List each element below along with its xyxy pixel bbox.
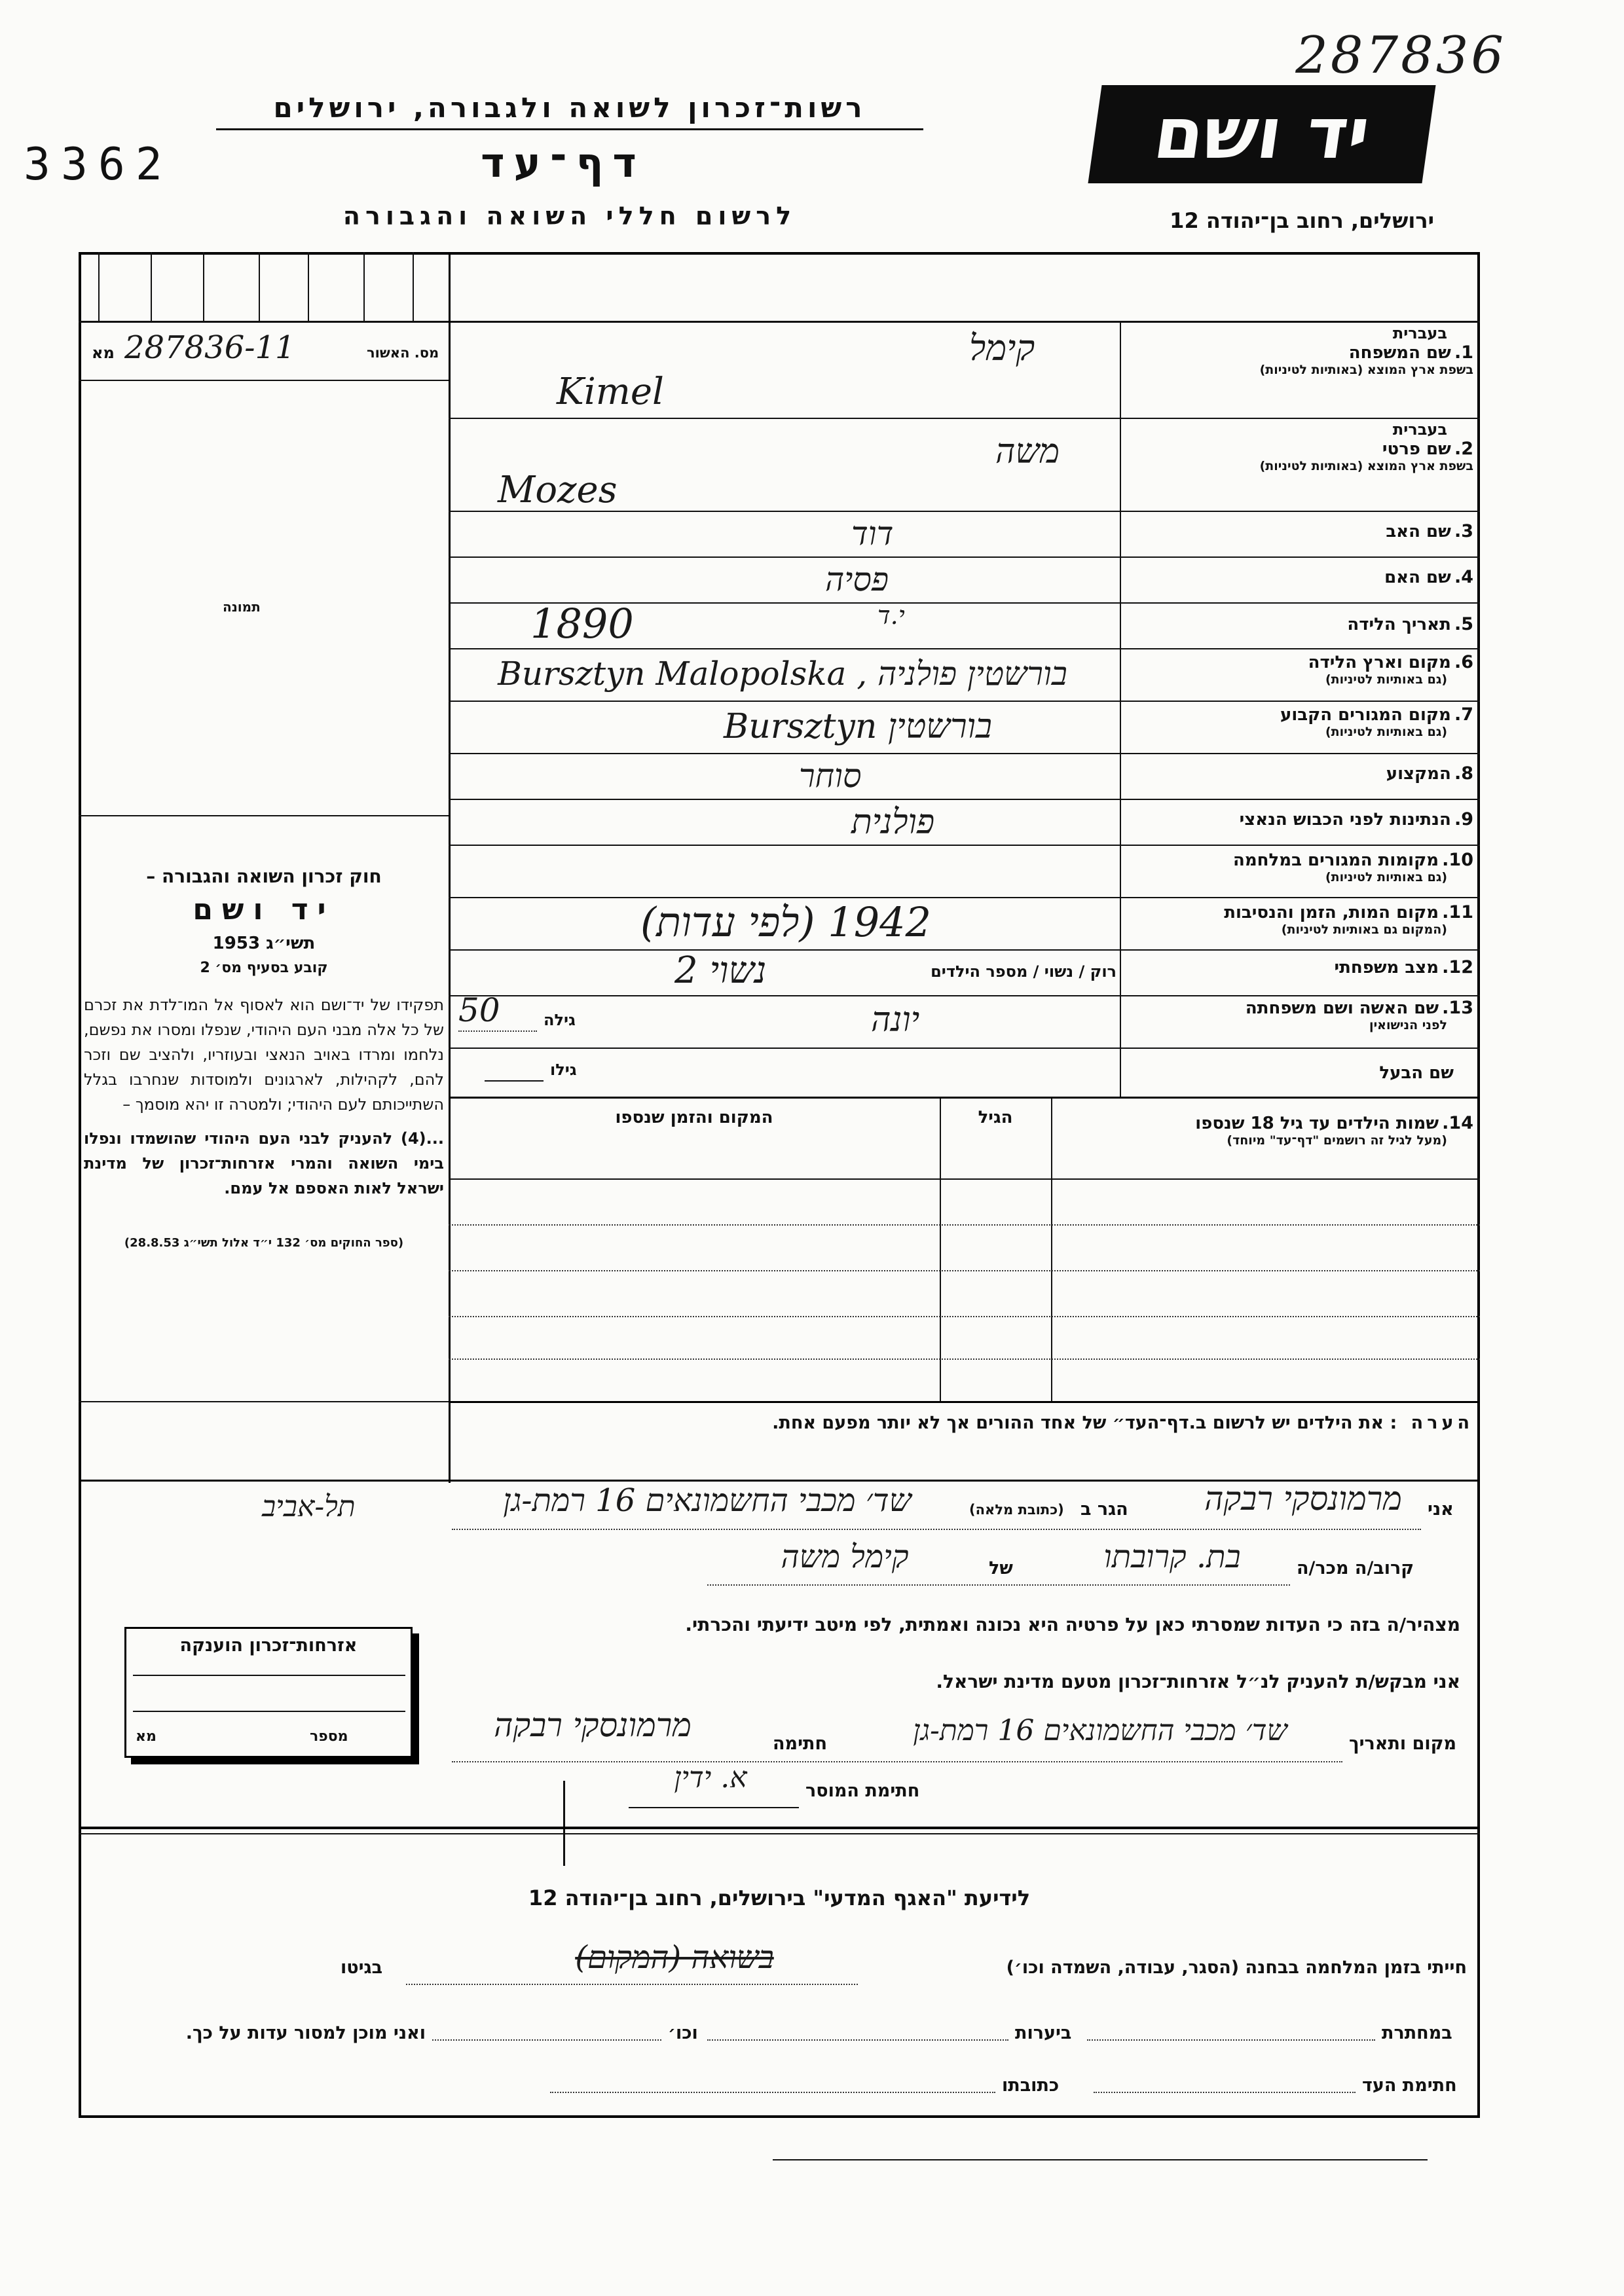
top-strip-line [79,321,1480,323]
field-9-label [1126,809,1473,829]
wife-age-label: גילה [544,1011,576,1029]
decl-line-2: אני מבקש/ת להעניק לנ״ל אזרחות־זכרון מטעם מדינת ישראל. [936,1671,1460,1692]
field-label: שמות הילדים עד גיל 18 שנספו [1195,1114,1439,1133]
authority-underline [216,128,923,130]
victim-name-ref[interactable]: קימל משה [781,1539,909,1575]
occupation[interactable]: סוחר [799,757,862,795]
surname-hebrew[interactable]: קימל [969,327,1035,369]
age-line [485,1080,544,1082]
section-separator [79,1827,1480,1829]
decl-line-1: מצהיר/ה בזה כי העדות שמסרתי כאן על פרטיה היא נכונה ואמתית, לפי מיטב ידיעתי והכרתי. [685,1614,1460,1635]
law-box [84,864,444,1256]
field-label: שם האם [1384,568,1451,587]
wife-name[interactable]: יונה [871,1000,920,1040]
bottom-address-label: כתובתו [1002,2075,1060,2096]
relation[interactable]: בת. קרובתו [1103,1539,1241,1575]
field-label: שם המשפחה [1348,343,1451,363]
death-info[interactable]: 1942 (לפי עדות) [640,898,932,946]
bottom-line1-end: בגיטו [341,1958,383,1978]
field-number: 4. [1454,567,1473,587]
children-col-divider [940,1099,941,1401]
mother-name[interactable]: פסיה [825,560,889,598]
field-label: המקצוע [1386,764,1451,784]
approval-label: מס. האשור [367,345,439,361]
address: ירושלים, רחוב בן־יהודה 12 [1170,208,1434,233]
row-line [449,556,1480,558]
children-row [449,1358,1480,1360]
row-line [449,845,1480,846]
field-number: 5. [1454,614,1473,634]
residence[interactable]: בורשטין Bursztyn [724,707,992,746]
field-number: 12. [1442,957,1473,977]
children-row [449,1224,1480,1226]
decl-of-label: של [989,1558,1013,1578]
field-5-label [1126,614,1473,634]
age-dotline [458,1030,537,1032]
form-title: דף־עד [481,139,646,187]
field-number: 6. [1454,652,1473,672]
decl-address-label: (כתובת מלאה) [969,1502,1064,1518]
remark-label: הערה : [1390,1413,1473,1433]
birth-place[interactable]: בורשטין פולניה , Bursztyn Malopolska [498,655,1067,693]
citizenship-abbr: מא [136,1728,157,1745]
row-line [449,701,1480,702]
wife-age[interactable]: 50 [458,991,500,1029]
label-column-divider [1120,321,1121,1097]
approval-underline [79,380,449,381]
field-1-label [1126,324,1473,377]
decl-resident-label: הגר ב [1080,1499,1128,1520]
bottom-dotline [406,1984,858,1985]
field-label: מקום המות, הזמן והנסיבות [1224,903,1439,922]
field-number: 2. [1454,439,1473,459]
field-sub: (המקום גם באותיות לטיניות) [1281,922,1447,937]
field-sub: (גם באותיות לטיניות) [1325,870,1447,884]
birth-date-note[interactable]: י.ד [877,601,905,630]
wartime-location[interactable]: בשואה (המקום) [575,1939,774,1976]
remark-text: את הילדים יש לרשום ב.דף־העד״ של אחד ההורים אך לא יותר מפעם אחת. [772,1413,1384,1433]
field-number: 9. [1454,809,1473,829]
citizenship-box [124,1627,413,1758]
decl-dotline [452,1761,1342,1762]
field-husband-label [1126,1063,1473,1083]
authority-name: רשות־זכרון לשואה ולגבורה, ירושלים [273,92,866,124]
strip-divider [413,252,414,321]
surname-latin[interactable]: Kimel [557,371,664,413]
bottom-dotline [1094,2092,1356,2093]
field-number: 13. [1442,998,1473,1018]
approval-abbr: מא [92,344,115,362]
hebrew-tag: בעברית [1392,420,1447,439]
row-line [449,1048,1480,1049]
field-label: מקום המגורים הקבוע [1280,705,1451,725]
field-label: שם האב [1386,522,1451,541]
strip-divider [98,252,100,321]
form-subtitle: לרשום חללי השואה והגבורה [342,202,797,230]
yad-vashem-logo: יד ושם [1088,85,1435,183]
field-sub: בשפת ארץ המוצא (באותיות לטיניות) [1259,459,1473,473]
field-number: 7. [1454,704,1473,725]
field-number: 8. [1454,763,1473,784]
strip-divider [259,252,260,321]
children-row [449,1178,1480,1180]
clerk-signature[interactable]: א. ידין [674,1761,747,1795]
reference-number: 287836 [1295,26,1506,85]
strip-divider [203,252,204,321]
field-sub: (גם באותיות לטיניות) [1325,725,1447,739]
row-line [449,648,1480,649]
children-row [449,1270,1480,1271]
bottom-dotline [432,2039,661,2041]
husband-age-label: גילו [550,1061,577,1079]
place-date[interactable]: שד׳ מכבי החשמונאים 16 רמת-גן [913,1714,1287,1747]
field-3-label [1126,521,1473,541]
row-line [449,995,1480,996]
box-line [133,1711,405,1712]
law-title: חוק זכרון השואה והגבורה – [146,866,382,887]
witness-name[interactable]: מרמונסקי רבקה [1204,1480,1402,1518]
field-label: מקום וארץ הלידה [1308,653,1451,672]
file-number: 3362 [24,139,173,191]
field-number: 3. [1454,521,1473,541]
field-2-label [1126,420,1473,473]
left-column-divider [449,252,451,1483]
law-box-bottom [79,1401,449,1402]
bottom-forests: ביערות [1015,2023,1072,2043]
bottom-underground: במחתרת [1382,2023,1452,2043]
clerk-line [629,1807,799,1808]
row-line [449,753,1480,754]
field-10-label [1126,850,1473,884]
bottom-dotline [1087,2039,1375,2041]
law-name: יד ושם [193,893,335,926]
children-col-divider [1051,1099,1052,1401]
field-13-label [1126,998,1473,1032]
field-label: שם הבעל [1379,1063,1454,1083]
field-number: 10. [1442,850,1473,870]
signature-stroke [563,1781,565,1866]
law-section: קובע בסעיף מס׳ 2 [200,960,328,976]
decl-signature-label: חתימה [773,1734,828,1754]
hebrew-tag: בעברית [1392,324,1447,342]
field-number: 1. [1454,342,1473,363]
citizenship-title: אזרחות־זכרון הוענקה [179,1635,358,1656]
field-label: תאריך הלידה [1347,615,1451,634]
field-label: מצב משפחתי [1334,958,1439,977]
field-label: מקומות המגורים במלחמה [1233,850,1439,870]
row-line [449,1097,1480,1099]
marital-inline-label: רוק / נשוי / מספר הילדים [931,962,1116,981]
first-name-hebrew[interactable]: משה [995,432,1060,471]
nationality[interactable]: פולנית [851,803,935,842]
strip-divider [363,252,365,321]
field-8-label [1126,763,1473,784]
marital-status[interactable]: נשוי 2 [674,949,767,992]
decl-relative-label: קרוב/ה מכר/ה [1297,1558,1414,1578]
witness-city[interactable]: תל-אביב [262,1490,356,1523]
row-line [449,949,1480,951]
field-sub: (גם באותיות לטיניות) [1325,672,1447,687]
bottom-line2-end: ואני מוכן למסור עדות על כך. [185,2023,426,2043]
remark [452,1413,1473,1433]
field-7-label [1126,704,1473,739]
photo-label: תמונה [223,599,261,615]
section-separator [79,1833,1480,1834]
bottom-dotline [550,2092,995,2093]
field-12-label [1126,957,1473,977]
children-col-place: המקום והזמן שנספו [615,1108,773,1127]
bottom-etc: וכו׳ [668,2023,698,2043]
field-sub: לפני הנישואין [1369,1018,1447,1032]
row-line [449,799,1480,800]
row-line [449,418,1480,419]
children-col-age: הגיל [978,1108,1013,1127]
strip-divider [151,252,152,321]
approval-row [79,324,449,376]
children-table-bottom [449,1401,1480,1403]
field-number: 11. [1442,902,1473,922]
bottom-line1-label: חייתי בזמן המלחמה בבחנה (הסגר, עבודה, השמדה וכו׳) [1006,1958,1467,1978]
decl-i-label: אני [1428,1499,1454,1520]
first-name-latin[interactable]: Mozes [498,469,618,511]
bottom-dotline [707,2039,1008,2041]
field-14-label [1054,1113,1473,1148]
law-text-2: ...(4) להעניק לבני העם היהודי שהושמדו ונפלו בימי השואה והמרי אזרחות־זכרון של מדינת ישראל לאות האספם אל עמם. [84,1129,444,1197]
field-label: שם האשה ושם משפחתה [1245,998,1439,1018]
citizenship-number-label: מספר [310,1728,348,1745]
scientific-dept-title: לידיעת "האגף המדעי" בירושלים, רחוב בן־יהודה 12 [528,1886,1031,1910]
law-text-1: תפקידו של יד־ושם הוא לאסוף אל המו־לדת את זכרם של כל אלה מבני העם היהודי, שנפלו ומסרו את נפשם, נלחמו ומרדו באויב הנאצי ובעוזריו, ולהציב שם וזכר להם, לקהילות, לארגונים ולמוסדות שנחרבו בגלל השתייכותם לעם היהודי; ולמטרה זו יהא מוסמך – [84,996,444,1114]
field-4-label [1126,567,1473,587]
witness-signature[interactable]: מרמונסקי רבקה [494,1706,692,1744]
witness-address[interactable]: שד׳ מכבי החשמונאים 16 רמת-גן [503,1482,912,1519]
field-sub: (מעל לגיל זה רושמים "דף־עד" מיוחד) [1227,1133,1447,1148]
decl-place-date-label: מקום ותאריך [1349,1734,1457,1754]
approval-value: 287836-11 [124,329,295,366]
page-bottom-line [773,2159,1428,2160]
father-name[interactable]: דוד [851,515,894,553]
field-label: שם פרטי [1382,439,1451,459]
decl-dotline [452,1529,1421,1530]
field-sub: בשפת ארץ המוצא (באותיות לטיניות) [1259,363,1473,377]
decl-dotline [707,1584,1290,1586]
photo-bottom-line [79,815,449,816]
law-year: תשי״ג 1953 [212,934,316,953]
field-number: 14. [1442,1113,1473,1133]
children-row [449,1316,1480,1317]
decl-clerk-label: חתימת המוסר [805,1781,920,1801]
strip-divider [308,252,309,321]
law-citation: (ספר החוקים מס׳ 132 י״ד אלול תשי״ג 28.8.53) [124,1236,404,1250]
field-label: הנתינות לפני הכבוש הנאצי [1239,810,1451,829]
field-6-label [1126,652,1473,687]
field-11-label [1126,902,1473,937]
bottom-witness-signature-label: חתימת העד [1362,2075,1457,2096]
birth-date[interactable]: 1890 [530,600,634,647]
box-line [133,1675,405,1676]
